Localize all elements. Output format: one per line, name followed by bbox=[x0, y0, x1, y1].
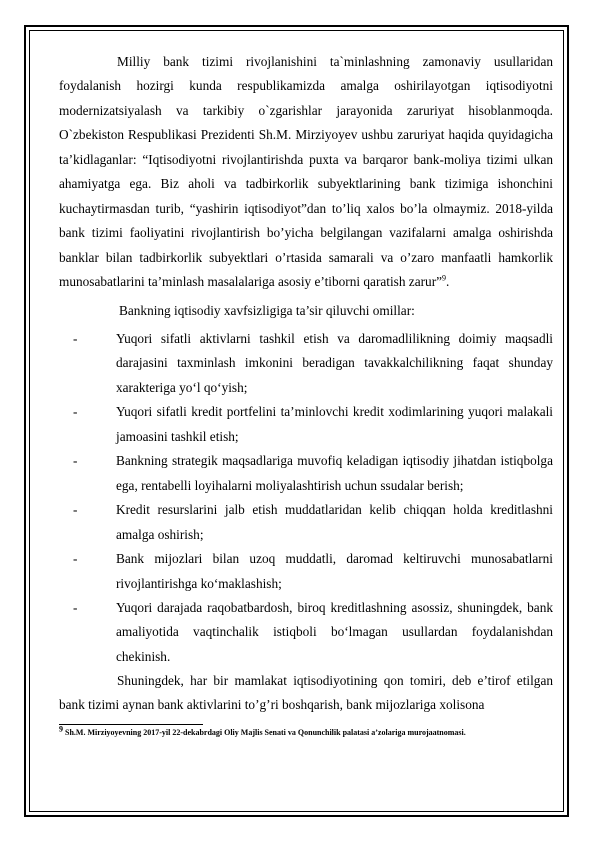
list-item bbox=[59, 498, 553, 547]
footnote-reference[interactable]: 9 bbox=[442, 273, 447, 283]
list-dash: - bbox=[73, 330, 78, 346]
list-item-text: Yuqori darajada raqobatbardosh, biroq kreditlashning asossiz, shuningdek, bank amaliyotida vaqtinchalik istiqboli bo‘lmagan usullardan foydalanishdan chekinish. bbox=[116, 599, 553, 664]
list-dash: - bbox=[73, 502, 78, 518]
list-item-text: Yuqori sifatli kredit portfelini ta’minlovchi kredit xodimlarining yuqori malakali jamoasini tashkil etish; bbox=[116, 404, 553, 444]
list-item-text: Bankning strategik maqsadlariga muvofiq keladigan iqtisodiy jihatdan istiqbolga ega, rentabelli loyihalarni moliyalashtirish uchun ssudalar berish; bbox=[116, 453, 553, 493]
list-item bbox=[59, 400, 553, 449]
list-dash: - bbox=[73, 404, 78, 420]
intro-paragraph bbox=[59, 50, 553, 295]
footnote-divider bbox=[59, 724, 203, 725]
list-dash: - bbox=[73, 453, 78, 469]
footnote-number: 9 bbox=[59, 724, 63, 734]
list-item bbox=[59, 596, 553, 669]
closing-paragraph: Shuningdek, har bir mamlakat iqtisodiyotining qon tomiri, deb e’tirof etilgan bank tizimi aynan bank aktivlarini to’g’ri boshqarish, bank mijozlariga xolisona bbox=[59, 673, 553, 713]
footnote bbox=[59, 724, 553, 738]
factors-list bbox=[59, 327, 553, 669]
list-item-text: Bank mijozlari bilan uzoq muddatli, daromad keltiruvchi munosabatlarni rivojlantirishga ko‘maklashish; bbox=[116, 551, 553, 591]
section-subheading: Bankning iqtisodiy xavfsizligiga ta’sir qiluvchi omillar: bbox=[119, 302, 415, 318]
list-dash: - bbox=[73, 551, 78, 567]
intro-paragraph-end: . bbox=[446, 274, 450, 290]
list-item-text: Kredit resurslarini jalb etish muddatlaridan kelib chiqqan holda kreditlashni amalga oshirish; bbox=[116, 502, 553, 542]
footnote-text: Sh.M. Mirziyoyevning 2017-yil 22-dekabrdagi Oliy Majlis Senati va Qonunchilik palatasi a’zolariga murojaatnomasi. bbox=[65, 728, 466, 738]
list-item-text: Yuqori sifatli aktivlarni tashkil etish va daromadlilikning doimiy maqsadli darajasini taxminlash imkonini beradigan tavakkalchilikning faqat shunday xarakteriga yo‘l qo‘yish; bbox=[116, 330, 553, 395]
list-item bbox=[59, 327, 553, 400]
list-dash: - bbox=[73, 599, 78, 615]
list-item bbox=[59, 449, 553, 498]
intro-paragraph-text: Milliy bank tizimi rivojlanishini ta`minlashning zamonaviy usullaridan foydalanish hozirgi kunda respublikamizda amalga oshirilayotgan iqtisodiyotni modernizatsiyalash va tarkibiy o`zgarishlar jarayonida zaruriyat hisoblanmoqda. O`zbekiston Respublikasi Prezidenti Sh.M. Mirziyoyev ushbu zaruriyat haqida quyidagicha ta’kidlaganlar: “Iqtisodiyotni rivojlantirishda puxta va barqaror bank-moliya tizimi ulkan ahamiyatga ega. Biz aholi va tadbirkorlik subyektlarining bank tizimiga ishonchini kuchaytirmasdan turib, “yashirin iqtisodiyot”dan to’liq xalos bo’la olmaymiz. 2018-yilda bank tizimi faoliyatini rivojlantirish bo’yicha belgilangan vazifalarni amalga oshirishda banklar bilan tadbirkorlik subyektlari o’rtasida samarali va o’zaro manfaatli hamkorlik munosabatlarini ta’minlash masalalariga asosiy e’tiborni qaratish zarur” bbox=[59, 54, 553, 290]
document-body bbox=[59, 50, 553, 738]
list-item bbox=[59, 547, 553, 596]
